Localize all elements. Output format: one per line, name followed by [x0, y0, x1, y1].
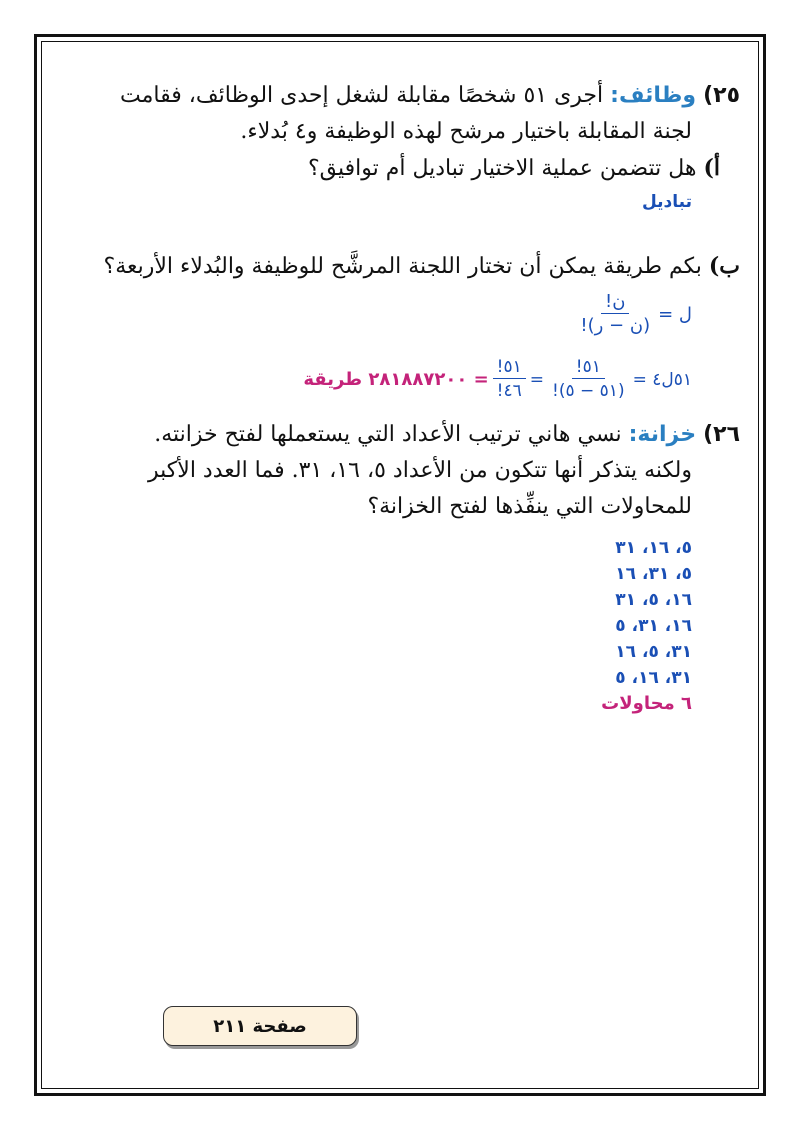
list-item: ٣١، ١٦، ٥: [615, 668, 692, 688]
q25-text-line2: لجنة المقابلة باختيار مرشح لهذه الوظيفة و٤ بُدلاء.: [240, 119, 692, 144]
list-item: ١٦، ٥، ٣١: [615, 590, 692, 610]
formula-specific-frac2-denominator: ٤٦!: [496, 381, 522, 401]
q25-number: ٢٥): [703, 83, 740, 108]
formula-specific-fraction2: [493, 356, 526, 403]
list-item: ١٦، ٣١، ٥: [615, 616, 692, 636]
q26-text-line2: ولكنه يتذكر أنها تتكون من الأعداد ٥، ١٦، ٣١. فما العدد الأكبر: [148, 458, 692, 483]
q26-text-line3: للمحاولات التي ينفِّذها لفتح الخزانة؟: [367, 494, 692, 519]
q25-keyword: وظائف:: [610, 83, 697, 108]
q25-part-b-question: بكم طريقة يمكن أن تختار اللجنة المرشَّح للوظيفة والبُدلاء الأربعة؟: [103, 254, 702, 279]
formula-specific-frac2-numerator: ٥١!: [493, 356, 526, 379]
q25-part-a-question: هل تتضمن عملية الاختيار تباديل أم توافيق؟: [307, 156, 697, 181]
q26-answer: ٦ محاولات: [601, 693, 692, 714]
list-item: ٥، ٣١، ١٦: [615, 564, 692, 584]
q25-part-a-label: أ): [703, 155, 720, 181]
page-number-label: صفحة ٢١١: [213, 1015, 307, 1037]
list-item: ٣١، ٥، ١٦: [615, 642, 692, 662]
formula-general-numerator: ن!: [601, 291, 629, 314]
formula-specific-lhs: ٥١ل٤ =: [632, 369, 692, 390]
formula-specific-frac1-denominator: (٥١ − ٥)!: [552, 381, 625, 401]
formula-general-fraction: [576, 291, 654, 338]
q25-part-b-label: ب): [708, 253, 740, 279]
q25-line1: [60, 78, 740, 114]
formula-general-denominator: (ن − ر)!: [580, 315, 651, 336]
formula-general-lhs: ل =: [658, 304, 692, 325]
q25-part-a-answer-row: [60, 187, 740, 216]
page-content: [60, 78, 740, 717]
formula-specific-frac1-numerator: ٥١!: [572, 356, 605, 379]
q26-keyword: خزانة:: [628, 422, 697, 447]
q25-part-a-answer: تباديل: [642, 192, 692, 212]
q26-line1: [60, 417, 740, 453]
q26-permutation-list: [60, 535, 740, 717]
q26-text-line1: نسي هاني ترتيب الأعداد التي يستعملها لفتح خزانته.: [154, 422, 622, 447]
q26-number: ٢٦): [703, 422, 740, 447]
q25-part-b: [60, 248, 740, 285]
formula-specific-fraction1: [548, 356, 629, 403]
page-number-badge: [163, 1006, 357, 1046]
formula-specific: ٥١ل٤ = $\frac{٥١!}{(٥١ - ٥)!}$ = $\frac{٥١!}{٤٦!}$ = ٢٨١٨٨٧٢٠٠ طريقة: [303, 357, 692, 401]
q25-text-line1: أجرى ٥١ شخصًا مقابلة لشغل إحدى الوظائف، فقامت: [120, 83, 604, 108]
formula-general: [60, 291, 740, 338]
formula-specific-result: = ٢٨١٨٨٧٢٠٠ طريقة: [303, 369, 489, 390]
q25-part-a: [60, 150, 740, 187]
list-item: ٥، ١٦، ٣١: [615, 538, 692, 558]
